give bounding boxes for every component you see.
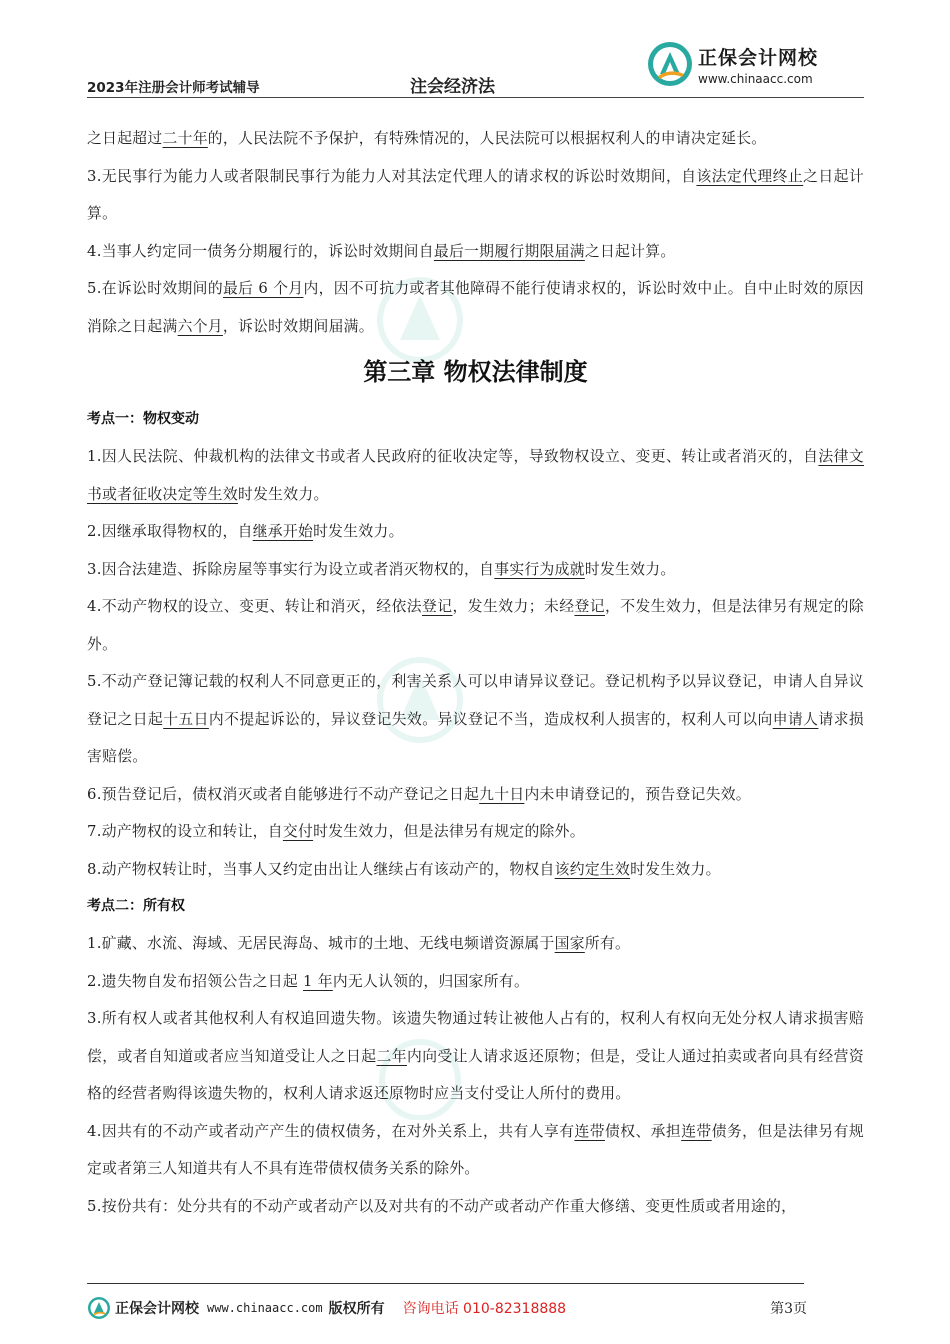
paragraph-text: 1.因人民法院、仲裁机构的法律文书或者人民政府的征收决定等，导致物权设立、变更、转让或者消灭的，自 — [87, 448, 819, 465]
paragraph-text: 4.不动产物权的设立、变更、转让和消灭，经依法 — [87, 598, 423, 615]
underlined-keyterm: 登记 — [574, 598, 605, 615]
underlined-keyterm: 连带 — [574, 1122, 605, 1140]
underlined-keyterm: 最后 6 个月 — [223, 280, 304, 297]
underlined-keyterm: 连带 — [681, 1122, 712, 1140]
section-1-paragraph — [87, 663, 864, 776]
underlined-keyterm: 交付 — [282, 823, 314, 840]
section-1-paragraph — [87, 813, 864, 851]
paragraph-text: 时发生效力，但是法律另有规定的除外。 — [313, 823, 585, 840]
paragraph-text: 8.动产物权转让时，当事人又约定由出让人继续占有该动产的，物权自 — [87, 860, 555, 878]
paragraph-text: ，不发生效力，但是法律另有规定的除外。 — [87, 598, 864, 653]
underlined-keyterm: 法律文书或者征收决定等生效 — [87, 448, 864, 503]
paragraph-text: 之日起计算。 — [584, 242, 676, 260]
logo-url: www.chinaacc.com — [698, 71, 813, 86]
chinaacc-logo-icon — [646, 40, 694, 88]
paragraph-text: ，诉讼时效期间届满。 — [222, 317, 374, 335]
continued-paragraph — [87, 158, 864, 233]
paragraph-text: 内，因不可抗力或者其他障碍不能行使请求权的，诉讼时效中止。自中止时效的原因消除之日起满 — [87, 280, 865, 335]
underlined-keyterm: 六个月 — [177, 317, 223, 335]
paragraph-text: 债务，但是法律另有规定或者第三人知道共有人不具有连带债权债务关系的除外。 — [87, 1122, 864, 1177]
paragraph-text: 5.在诉讼时效期间的 — [87, 280, 223, 297]
header-subject: 注会经济法 — [410, 77, 495, 97]
paragraph-text: 时发生效力。 — [584, 560, 676, 578]
paragraph-text: 5.按份共有：处分共有的不动产或者动产以及对共有的不动产或者动产作重大修缮、变更性质或者用途的， — [87, 1197, 797, 1215]
paragraph-text: 时发生效力。 — [313, 523, 404, 540]
footer-divider — [87, 1283, 804, 1284]
underlined-keyterm: 二年 — [376, 1047, 407, 1065]
paragraph-text: 内不提起诉讼的，异议登记失效。异议登记不当，造成权利人损害的，权利人可以向 — [208, 710, 773, 728]
page-number: 第3页 — [770, 1301, 807, 1317]
paragraph-text: 内未申请登记的，预告登记失效。 — [524, 785, 751, 803]
footer-copyright: 版权所有 — [328, 1301, 385, 1317]
section-heading-1: 考点一：物权变动 — [87, 411, 199, 427]
section-2-paragraph — [87, 963, 864, 1001]
underlined-keyterm: 1 年 — [302, 972, 333, 990]
paragraph-text: 请求损害赔偿。 — [87, 710, 864, 765]
header-divider — [87, 97, 864, 98]
paragraph-text: 时发生效力。 — [630, 860, 721, 878]
paragraph-text: 5.不动产登记簿记载的权利人不同意更正的，利害关系人可以申请异议登记。登记机构予以异议登记，申请人自异议登记之日起 — [87, 673, 864, 728]
paragraph-text: 债权、承担 — [604, 1122, 682, 1140]
section-1-paragraph — [87, 851, 864, 889]
section-1-paragraph — [87, 438, 864, 513]
underlined-keyterm: 登记 — [422, 598, 453, 615]
footer-brand: 正保会计网校 — [115, 1301, 199, 1317]
paragraph-text: 2.因继承取得物权的，自 — [87, 523, 253, 540]
paragraph-text: 所有。 — [584, 935, 631, 952]
section-2-paragraph — [87, 1000, 864, 1113]
paragraph-text: 3.无民事行为能力人或者限制民事行为能力人对其法定代理人的请求权的诉讼时效期间，自 — [87, 167, 697, 185]
underlined-keyterm: 事实行为成就 — [494, 560, 585, 578]
paragraph-text: 7.动产物权的设立和转让，自 — [87, 823, 283, 840]
section-2-paragraph — [87, 1188, 864, 1226]
underlined-keyterm: 申请人 — [772, 710, 819, 728]
footer — [87, 1293, 807, 1323]
section-1-paragraph — [87, 551, 864, 589]
paragraph-text: 2.遗失物自发布招领公告之日起 — [87, 972, 303, 990]
section-2-body — [87, 925, 864, 1225]
section-heading-2: 考点二：所有权 — [87, 898, 185, 914]
footer-logo-icon — [87, 1296, 111, 1320]
header-course-title: 2023年注册会计师考试辅导 — [87, 80, 260, 96]
underlined-keyterm: 该法定代理终止 — [696, 167, 804, 185]
paragraph-text: 4.当事人约定同一债务分期履行的，诉讼时效期间自 — [87, 242, 434, 260]
footer-url[interactable]: www.chinaacc.com — [207, 1301, 323, 1315]
section-1-body — [87, 438, 864, 888]
continued-section — [87, 120, 864, 345]
section-1-paragraph — [87, 588, 864, 663]
underlined-keyterm: 最后一期履行期限届满 — [433, 242, 585, 260]
footer-phone: 咨询电话 010-82318888 — [402, 1301, 567, 1317]
paragraph-text: ，发生效力；未经 — [452, 598, 575, 615]
header-logo — [646, 40, 818, 88]
paragraph-text: 内无人认领的，归国家所有。 — [332, 972, 530, 990]
section-1-paragraph — [87, 776, 864, 814]
underlined-keyterm: 十五日 — [163, 710, 209, 728]
continued-paragraph — [87, 270, 864, 345]
section-1-paragraph — [87, 513, 864, 551]
paragraph-text: 3.因合法建造、拆除房屋等事实行为设立或者消灭物权的，自 — [87, 560, 495, 578]
logo-name: 正保会计网校 — [698, 46, 819, 69]
continued-paragraph — [87, 233, 864, 271]
paragraph-text: 4.因共有的不动产或者动产产生的债权债务，在对外关系上，共有人享有 — [87, 1122, 575, 1140]
paragraph-text: 1.矿藏、水流、海域、无居民海岛、城市的土地、无线电频谱资源属于 — [87, 935, 555, 952]
underlined-keyterm: 继承开始 — [252, 523, 314, 540]
continued-paragraph — [87, 120, 864, 158]
underlined-keyterm: 二十年 — [162, 130, 208, 147]
paragraph-text: 6.预告登记后，债权消灭或者自能够进行不动产登记之日起 — [87, 785, 480, 803]
paragraph-text: 的，人民法院不予保护，有特殊情况的，人民法院可以根据权利人的申请决定延长。 — [207, 130, 767, 147]
underlined-keyterm: 国家 — [554, 935, 585, 952]
paragraph-text: 之日起超过 — [87, 130, 163, 147]
underlined-keyterm: 该约定生效 — [554, 860, 631, 878]
paragraph-text: 3.所有权人或者其他权利人有权追回遗失物。该遗失物通过转让被他人占有的，权利人有权向无处分权人请求损害赔偿，或者自知道或者应当知道受让人之日起 — [87, 1010, 864, 1065]
paragraph-text: 内向受让人请求返还原物；但是，受让人通过拍卖或者向具有经营资格的经营者购得该遗失物的，权利人请求返还原物时应当支付受让人所付的费用。 — [87, 1047, 864, 1102]
paragraph-text: 之日起计算。 — [87, 167, 864, 222]
paragraph-text: 时发生效力。 — [237, 485, 329, 503]
underlined-keyterm: 九十日 — [479, 785, 525, 803]
chapter-title: 第三章 物权法律制度 — [363, 358, 588, 386]
document-body — [87, 120, 864, 1225]
section-2-paragraph — [87, 925, 864, 963]
section-2-paragraph — [87, 1113, 864, 1188]
